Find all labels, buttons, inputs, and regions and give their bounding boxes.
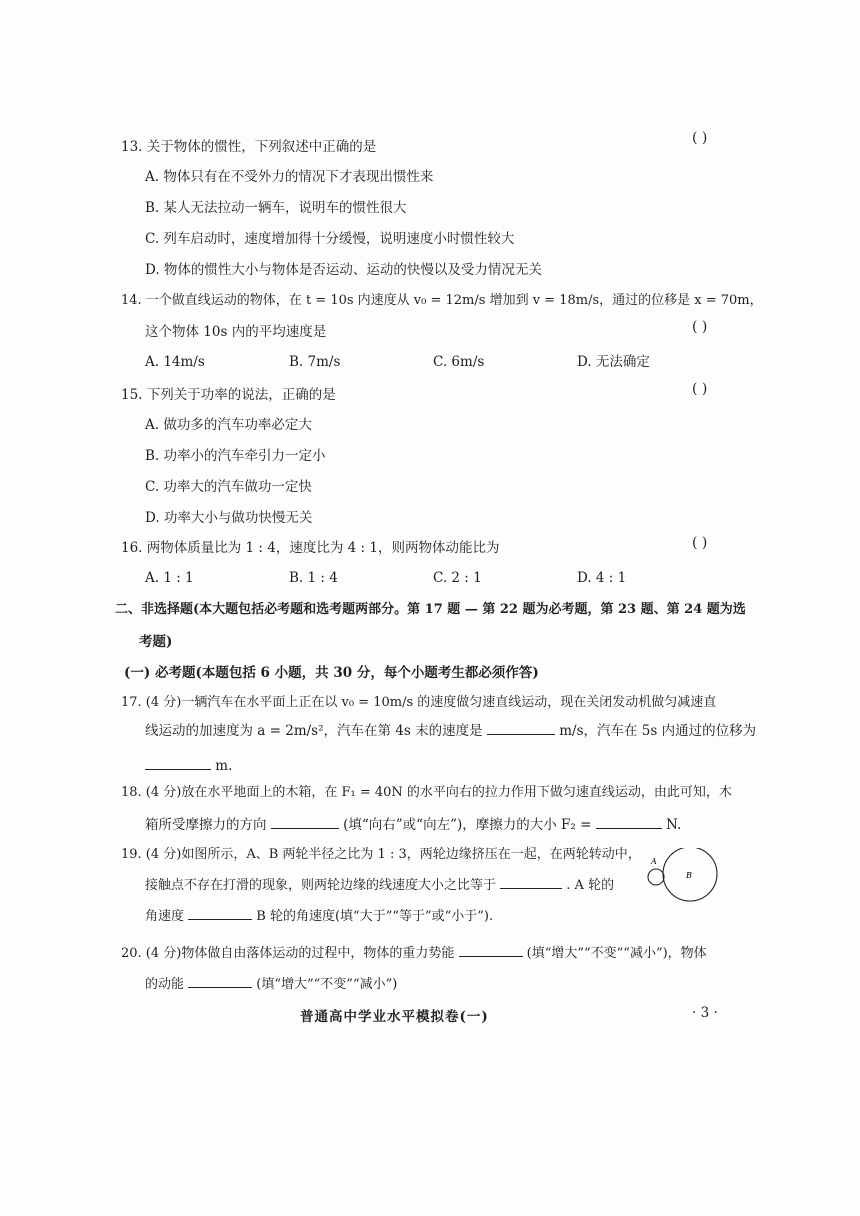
q14-option-b: B. 7m/s bbox=[289, 354, 341, 370]
q20-line1-text-b: (填“增大”“不变”“减小”)，物体 bbox=[526, 946, 707, 961]
q17-line2 bbox=[145, 722, 756, 740]
q20-line1 bbox=[121, 944, 707, 963]
q19-line2 bbox=[145, 876, 614, 895]
q16-option-b: B. 1 : 4 bbox=[289, 570, 338, 586]
q19-blank-1[interactable] bbox=[500, 876, 562, 889]
q19-line1: 19. (4 分)如图所示，A、B 两轮半径之比为 1 : 3，两轮边缘挤压在一起，在两轮转动中， bbox=[121, 847, 641, 862]
q20-blank-2[interactable] bbox=[188, 975, 252, 988]
q13-answer-paren: ( ) bbox=[692, 130, 708, 146]
q18-blank-2[interactable] bbox=[596, 816, 662, 829]
q20-blank-1[interactable] bbox=[459, 944, 523, 957]
q18-line1: 18. (4 分)放在水平地面上的木箱，在 F₁ = 40N 的水平向右的拉力作用下做匀速直线运动，由此可知，木 bbox=[121, 785, 732, 800]
q16-option-a: A. 1 : 1 bbox=[145, 570, 194, 586]
q18-line2-text-c: N. bbox=[666, 817, 682, 833]
q17-line1: 17. (4 分)一辆汽车在水平面上正在以 v₀ = 10m/s 的速度做匀速直线运动，现在关闭发动机做匀减速直 bbox=[121, 695, 717, 710]
q20-line2-text-b: (填“增大”“不变”“减小”) bbox=[256, 977, 398, 992]
q14-stem-line1: 14. 一个做直线运动的物体，在 t = 10s 内速度从 v₀ = 12m/s 增加到 v = 18m/s，通过的位移是 x = 70m， bbox=[121, 293, 763, 308]
q17-line3 bbox=[145, 757, 232, 775]
q14-answer-paren: ( ) bbox=[692, 319, 708, 335]
q17-line3-text: m. bbox=[215, 758, 233, 774]
q15-option-b: B. 功率小的汽车牵引力一定小 bbox=[145, 448, 326, 464]
q16-option-c: C. 2 : 1 bbox=[433, 570, 482, 586]
q18-line2 bbox=[145, 816, 681, 834]
section2-subheading: (一) 必考题(本题包括 6 小题，共 30 分，每个小题考生都必须作答) bbox=[124, 665, 539, 681]
q19-line3-text-a: 角速度 bbox=[145, 909, 185, 924]
q13-option-c: C. 列车启动时，速度增加得十分缓慢，说明速度小时惯性较大 bbox=[145, 231, 515, 247]
wheel-a-label: A bbox=[651, 857, 657, 866]
page-number: · 3 · bbox=[692, 1005, 718, 1021]
q16-answer-paren: ( ) bbox=[692, 535, 708, 551]
q19-blank-2[interactable] bbox=[188, 907, 252, 920]
q14-option-c: C. 6m/s bbox=[433, 354, 485, 370]
q16-stem: 16. 两物体质量比为 1 : 4，速度比为 4 : 1，则两物体动能比为 bbox=[121, 540, 500, 556]
q20-line2-text-a: 的动能 bbox=[145, 977, 185, 992]
q17-blank-1[interactable] bbox=[487, 722, 555, 735]
wheels-diagram bbox=[644, 848, 724, 908]
q19-line2-text-a: 接触点不存在打滑的现象，则两轮边缘的线速度大小之比等于 bbox=[145, 878, 497, 893]
q15-option-a: A. 做功多的汽车功率必定大 bbox=[145, 417, 312, 433]
q19-line2-text-b: . A 轮的 bbox=[566, 878, 615, 893]
q15-answer-paren: ( ) bbox=[692, 381, 708, 397]
q17-line2-text-a: 线运动的加速度为 a = 2m/s²，汽车在第 4s 末的速度是 bbox=[145, 723, 483, 739]
q14-option-a: A. 14m/s bbox=[145, 354, 205, 370]
q13-option-d: D. 物体的惯性大小与物体是否运动、运动的快慢以及受力情况无关 bbox=[145, 262, 542, 278]
q17-blank-2[interactable] bbox=[145, 757, 211, 770]
q20-line1-text-a: 20. (4 分)物体做自由落体运动的过程中，物体的重力势能 bbox=[121, 946, 455, 961]
footer-title: 普通高中学业水平模拟卷(一) bbox=[300, 1009, 489, 1025]
section2-heading-line1: 二、非选择题(本大题包括必考题和选考题两部分。第 17 题 — 第 22 题为必考题，第 23 题、第 24 题为选 bbox=[115, 602, 746, 617]
q17-line2-text-b: m/s，汽车在 5s 内通过的位移为 bbox=[559, 723, 757, 739]
q19-line3 bbox=[145, 907, 493, 926]
q14-stem-line2: 这个物体 10s 内的平均速度是 bbox=[145, 324, 327, 340]
q18-blank-1[interactable] bbox=[271, 816, 339, 829]
q15-option-d: D. 功率大小与做功快慢无关 bbox=[145, 510, 313, 526]
q15-option-c: C. 功率大的汽车做功一定快 bbox=[145, 479, 312, 495]
q13-option-a: A. 物体只有在不受外力的情况下才表现出惯性来 bbox=[145, 169, 434, 185]
q20-line2 bbox=[145, 975, 397, 994]
q15-stem: 15. 下列关于功率的说法，正确的是 bbox=[121, 387, 336, 403]
q19-line3-text-b: B 轮的角速度(填“大于”“等于”或“小于”). bbox=[256, 909, 494, 924]
wheel-b-label: B bbox=[686, 871, 692, 880]
q13-option-b: B. 某人无法拉动一辆车，说明车的惯性很大 bbox=[145, 200, 407, 216]
q13-stem: 13. 关于物体的惯性，下列叙述中正确的是 bbox=[121, 139, 377, 155]
q18-line2-text-b: (填“向右”或“向左”)，摩擦力的大小 F₂ = bbox=[343, 817, 592, 833]
section2-heading-line2: 考题) bbox=[139, 634, 173, 650]
wheel-a bbox=[648, 869, 664, 885]
q16-option-d: D. 4 : 1 bbox=[577, 570, 627, 586]
q14-option-d: D. 无法确定 bbox=[577, 354, 650, 370]
q18-line2-text-a: 箱所受摩擦力的方向 bbox=[145, 817, 267, 833]
